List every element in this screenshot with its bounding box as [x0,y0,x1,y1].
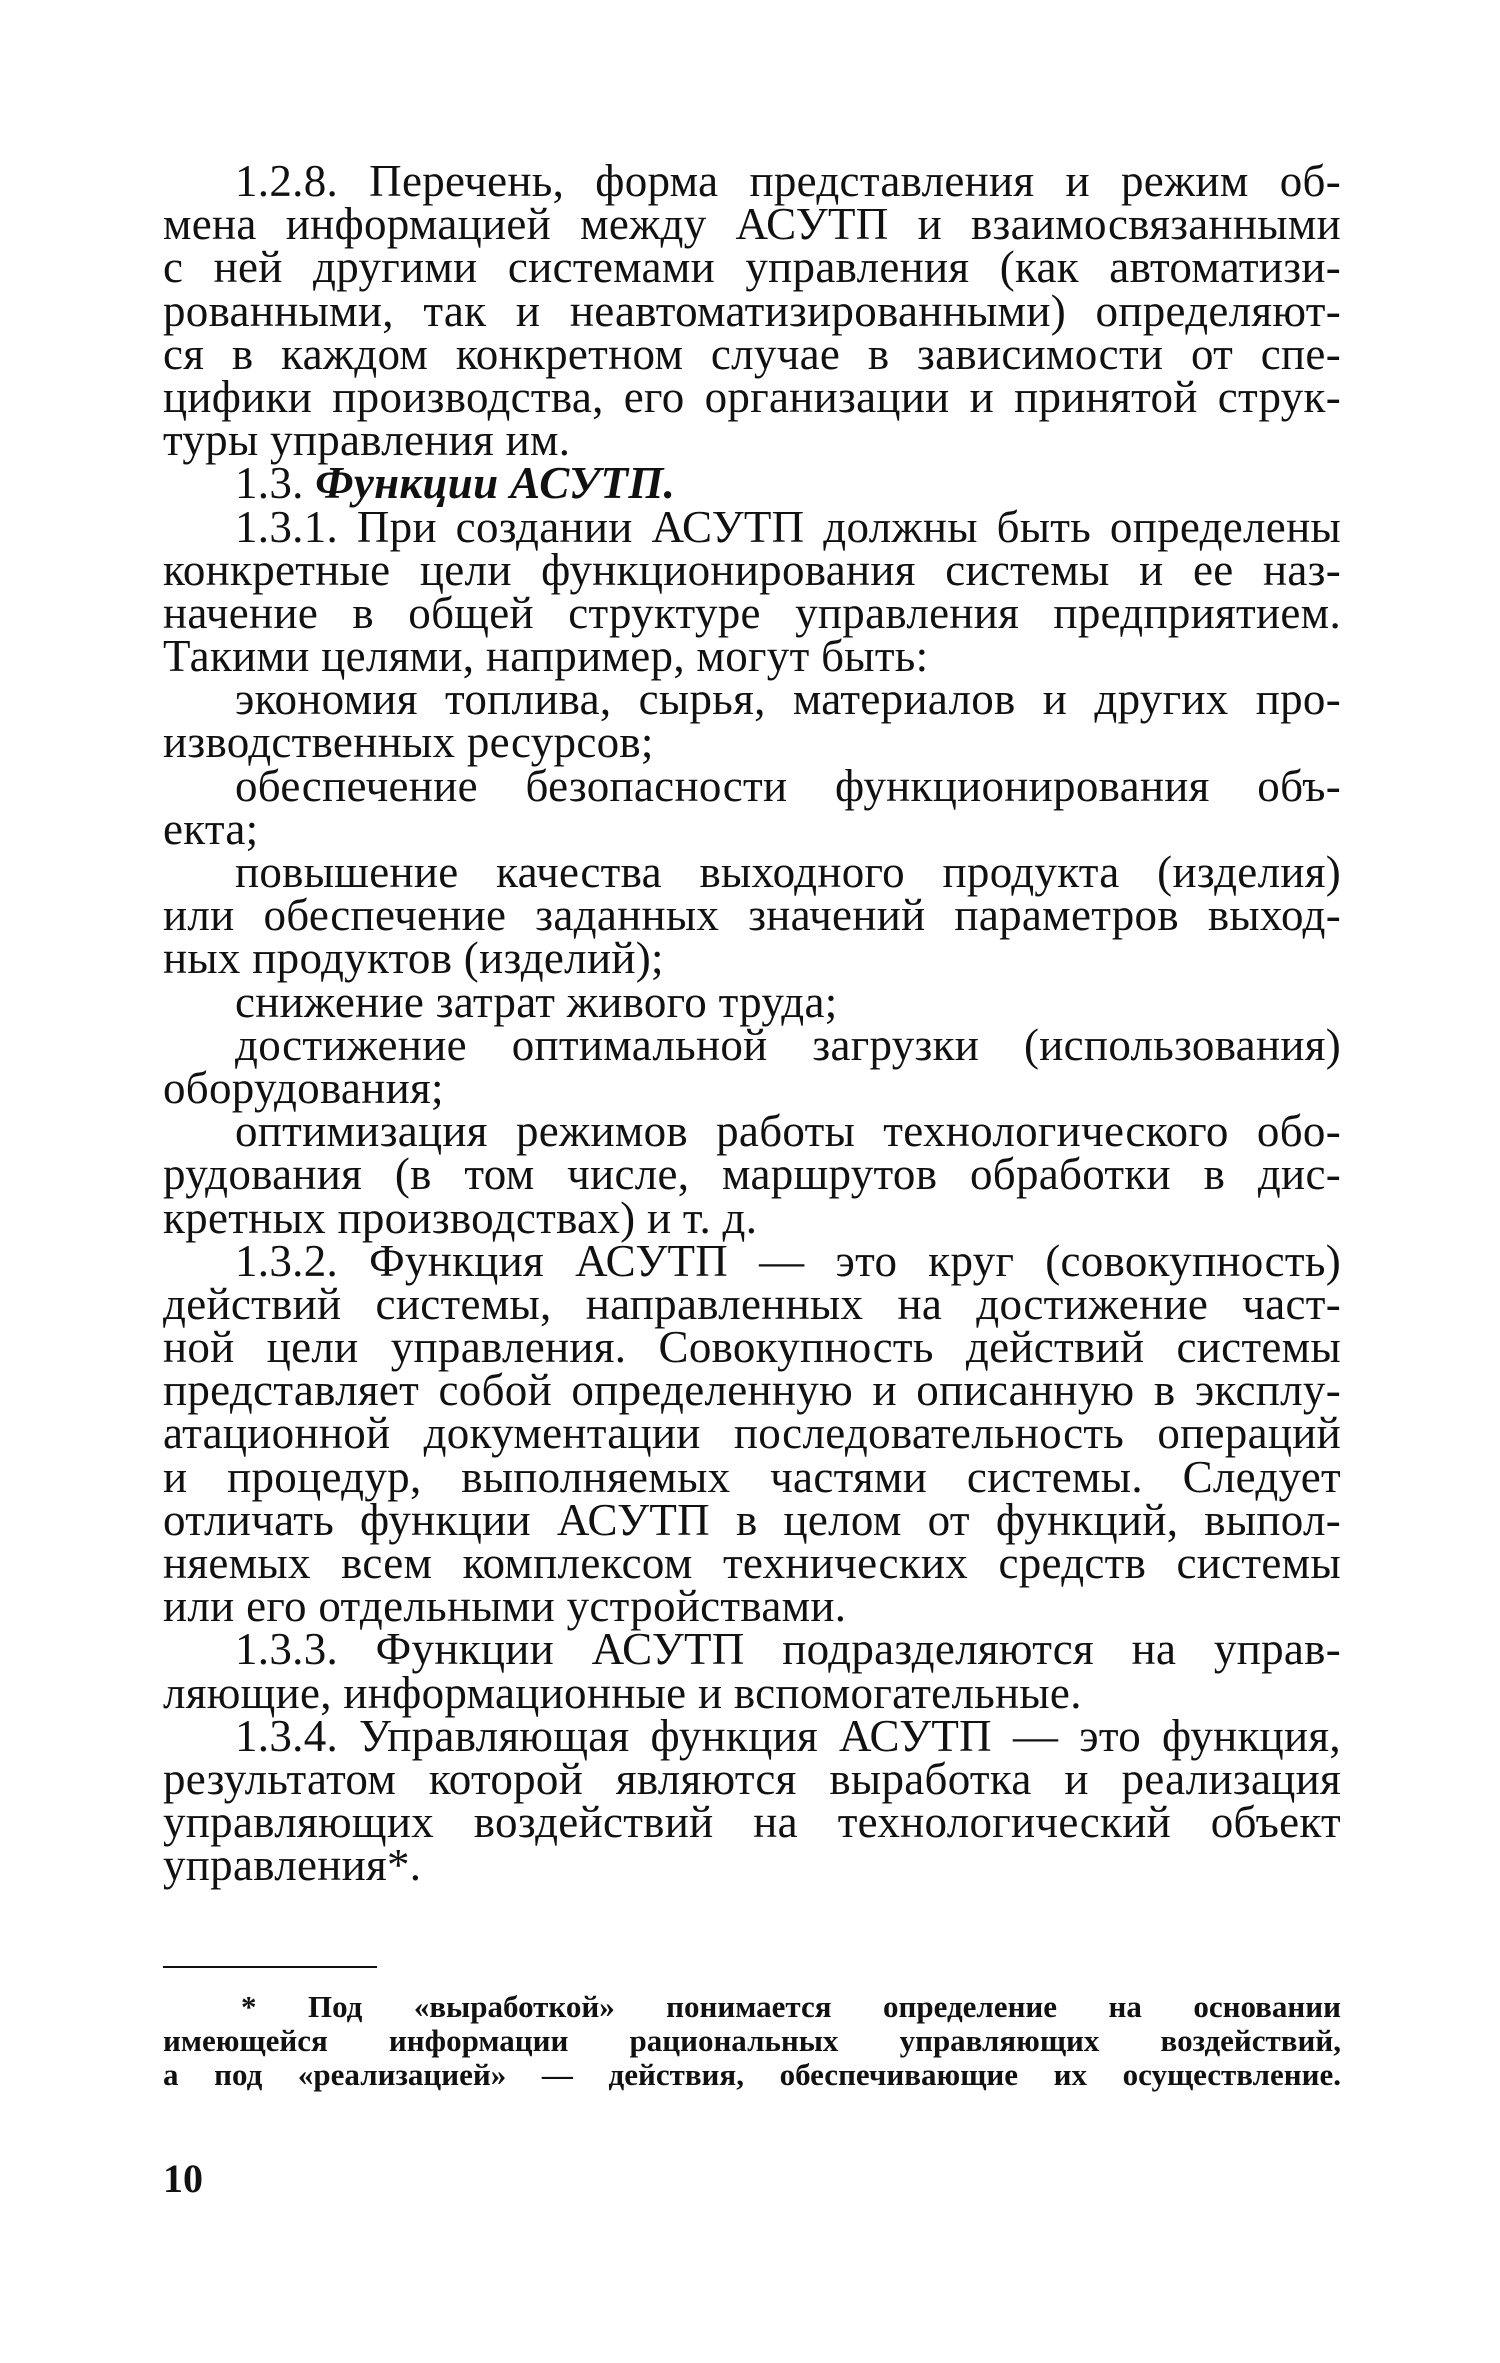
body-line: действий системы, направленных на достижение част- [163,1278,1341,1329]
body-line: цифики производства, его организации и принятой струк- [163,371,1341,422]
body-line: результатом которой являются выработка и реализация [163,1753,1341,1804]
footnote-line: * Под «выработкой» понимается определение на основании [241,1989,1341,2024]
page-body [163,156,1341,1891]
body-line: с ней другими системами управления (как автоматизи- [163,242,1341,293]
page-number: 10 [163,2156,203,2201]
body-line: изводственных ресурсов; [163,717,654,768]
body-line: представляет собой определенную и описанную в эксплу- [163,1365,1341,1416]
body-line: туры управления им. [163,415,571,466]
body-line: обеспечение безопасности функционирования объ- [235,760,1341,811]
footnote [163,1990,1341,2092]
body-line: ся в каждом конкретном случае в зависимости от спе- [163,328,1341,379]
body-line: екта; [163,803,259,854]
body-line: оптимизация режимов работы технологического обо- [235,1106,1341,1157]
section-heading-title: Функции АСУТП. [315,458,676,509]
body-line: управления*. [163,1840,422,1891]
body-line: экономия топлива, сырья, материалов и других про- [235,674,1341,725]
body-line: начение в общей структуре управления предприятием. [163,587,1341,638]
footnote-divider [163,1966,377,1968]
footnote-line: имеющейся информации рациональных управляющих воздействий, [163,2023,1341,2058]
body-line: управляющих воздействий на технологический объект [163,1797,1341,1848]
body-line: рудования (в том числе, маршрутов обработки в дис- [163,1149,1341,1200]
body-line: 1.2.8. Перечень, форма представления и режим об- [235,156,1341,206]
body-line: оборудования; [163,1062,444,1113]
body-line: 1.3.1. При создании АСУТП должны быть определены [235,501,1341,552]
body-line: ных продуктов (изделий); [163,933,664,984]
body-line: снижение затрат живого труда; [235,976,838,1027]
body-line: повышение качества выходного продукта (изделия) [235,847,1341,897]
body-line: 1.3.2. Функция АСУТП — это круг (совокупность) [235,1235,1341,1286]
footnote-line: а под «реализацией» — действия, обеспечивающие их осуществление. [163,2057,1341,2092]
body-line: отличать функции АСУТП в целом от функций, выпол- [163,1494,1341,1545]
body-line: ляющие, информационные и вспомогательные. [163,1667,1082,1718]
body-line: ной цели управления. Совокупность действий системы [163,1322,1341,1373]
body-line: 1.3.3. Функции АСУТП подразделяются на управ- [235,1624,1341,1675]
body-line: или обеспечение заданных значений параметров выход- [163,890,1341,941]
body-line: Такими целями, например, могут быть: [163,631,929,682]
body-line: рованными, так и неавтоматизированными) определяют- [163,285,1341,336]
section-heading-number: 1.3. [235,458,304,509]
body-line: или его отдельными устройствами. [163,1581,847,1632]
body-line: кретных производствах) и т. д. [163,1192,758,1243]
section-heading [163,458,1341,509]
body-line: достижение оптимальной загрузки (использования) [235,1019,1341,1070]
body-line: и процедур, выполняемых частями системы. Следует [163,1451,1341,1502]
body-line: мена информацией между АСУТП и взаимосвязанными [163,199,1341,250]
body-line: 1.3.4. Управляющая функция АСУТП — это функция, [235,1710,1341,1761]
body-line: няемых всем комплексом технических средств системы [163,1538,1341,1588]
body-line: атационной документации последовательность операций [163,1408,1341,1459]
body-line: конкретные цели функционирования системы и ее наз- [163,544,1341,595]
